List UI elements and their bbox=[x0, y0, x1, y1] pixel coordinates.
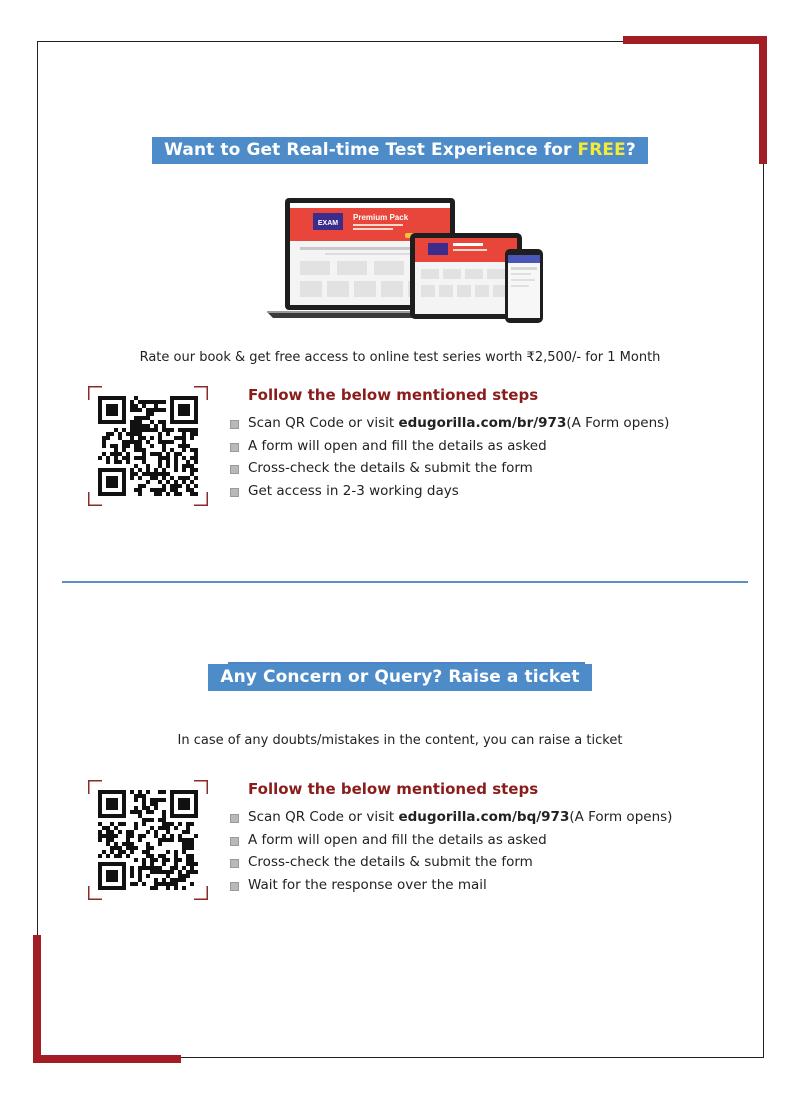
section1-banner-highlight: FREE bbox=[577, 140, 626, 160]
edugorilla-bq-link[interactable]: edugorilla.com/bq/973 bbox=[398, 809, 570, 825]
step-text: Cross-check the details & submit the form bbox=[248, 460, 533, 476]
laptop-badge-text: EXAM bbox=[317, 220, 339, 227]
section2-steps-title: Follow the below mentioned steps bbox=[248, 780, 539, 798]
section2-banner-wrap bbox=[0, 664, 800, 691]
devices-illustration bbox=[265, 195, 545, 325]
step-suffix: (A Form opens) bbox=[566, 415, 670, 431]
corner-accent-bottom-left-horizontal bbox=[33, 1055, 181, 1063]
devices-graphic bbox=[265, 195, 545, 325]
section1-intro: Rate our book & get free access to online test series worth ₹2,500/- for 1 Month bbox=[139, 350, 661, 365]
section1-step-1 bbox=[230, 412, 669, 435]
qr-code-raise-ticket[interactable] bbox=[88, 780, 208, 900]
laptop-topbar bbox=[290, 203, 450, 208]
section1-banner-wrap bbox=[0, 137, 800, 164]
qr-code-1-graphic bbox=[88, 386, 208, 506]
edugorilla-br-link[interactable]: edugorilla.com/br/973 bbox=[398, 415, 567, 431]
step-text: A form will open and fill the details as asked bbox=[248, 437, 547, 454]
step-suffix: (A Form opens) bbox=[569, 809, 673, 825]
section1-banner bbox=[152, 137, 648, 164]
section1-step-4 bbox=[230, 480, 669, 503]
step-text: Scan QR Code or visit bbox=[248, 415, 399, 431]
section2-step-2 bbox=[230, 829, 672, 852]
step-text: Wait for the response over the mail bbox=[248, 876, 487, 893]
section2-steps bbox=[230, 780, 672, 896]
step-text: A form will open and fill the details as asked bbox=[248, 831, 547, 848]
section1-step-3 bbox=[230, 457, 669, 480]
qr-code-2-graphic bbox=[88, 780, 208, 900]
section2-step-3 bbox=[230, 851, 672, 874]
section1-steps bbox=[230, 386, 669, 502]
section2-step-4 bbox=[230, 874, 672, 897]
page-frame bbox=[37, 41, 764, 1058]
section-divider bbox=[62, 581, 748, 583]
corner-accent-top-right-horizontal bbox=[623, 36, 767, 44]
section1-banner-text: Want to Get Real-time Test Experience for bbox=[164, 140, 578, 160]
section1-steps-title: Follow the below mentioned steps bbox=[248, 386, 539, 404]
section2-intro: In case of any doubts/mistakes in the content, you can raise a ticket bbox=[177, 733, 623, 748]
step-text: Scan QR Code or visit bbox=[248, 809, 399, 825]
qr-code-rate-book[interactable] bbox=[88, 386, 208, 506]
corner-accent-bottom-left-vertical bbox=[33, 935, 41, 1063]
step-text: Get access in 2-3 working days bbox=[248, 482, 459, 499]
section2-banner: Any Concern or Query? Raise a ticket bbox=[208, 664, 591, 691]
laptop-headline: Premium Pack bbox=[353, 213, 409, 222]
section1-step-2 bbox=[230, 435, 669, 458]
section2-step-1 bbox=[230, 806, 672, 829]
step-text: Cross-check the details & submit the form bbox=[248, 854, 533, 870]
section1-banner-suffix: ? bbox=[625, 140, 636, 160]
